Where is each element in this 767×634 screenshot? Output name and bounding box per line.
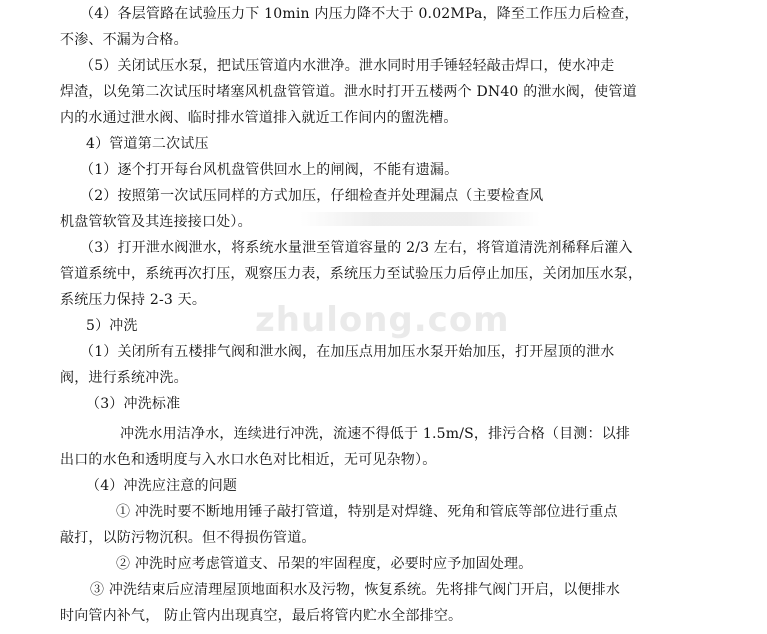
text-line-23: ③ 冲洗结束后应清理屋顶地面积水及污物，恢复系统。先将排气阀门开启，以便排水 xyxy=(90,582,621,598)
subheading-flush-notes: （4）冲洗应注意的问题 xyxy=(86,478,238,494)
text-line-17: 冲洗水用洁净水，连续进行冲洗，流速不得低于 1.5m/S，排污合格（目测：以排 xyxy=(120,426,631,442)
text-line-15: 阀，进行系统冲洗。 xyxy=(60,370,188,386)
faint-watermark-band xyxy=(300,212,540,226)
text-line-1: （4）各层管路在试验压力下 10min 内压力降不大于 0.02MPa，降至工作压力后检查， xyxy=(80,6,639,22)
text-line-20: ① 冲洗时要不断地用锤子敲打管道，特别是对焊缝、死角和管底等部位进行重点 xyxy=(116,504,618,520)
text-line-14: （1）关闭所有五楼排气阀和泄水阀，在加压点用加压水泵开始加压，打开屋顶的泄水 xyxy=(80,344,615,360)
text-line-12: 系统压力保持 2-3 天。 xyxy=(60,292,207,308)
text-line-9: 机盘管软管及其连接接口处）。 xyxy=(60,214,252,230)
text-line-8: （2）按照第一次试压同样的方式加压，仔细检查并处理漏点（主要检查风 xyxy=(80,188,544,204)
text-line-11: 管道系统中，系统再次打压，观察压力表，系统压力至试验压力后停止加压，关闭加压水泵， xyxy=(60,266,643,282)
text-line-18: 出口的水色和透明度与入水口水色对比相近，无可见杂物）。 xyxy=(60,452,437,468)
text-line-5: 内的水通过泄水阀、临时排水管道排入就近工作间内的盥洗槽。 xyxy=(60,110,458,126)
subheading-flush-standard: （3）冲洗标准 xyxy=(86,396,181,412)
text-line-10: （3）打开泄水阀泄水，将系统水量泄至管道容量的 2/3 左右，将管道清洗剂稀释后灌入 xyxy=(80,240,633,256)
text-line-22: ② 冲洗时应考虑管道支、吊架的牢固程度，必要时应予加固处理。 xyxy=(116,556,533,572)
text-line-24: 时向管内补气， 防止管内出现真空，最后将管内贮水全部排空。 xyxy=(60,608,463,624)
watermark: zhulong.com xyxy=(255,300,510,340)
text-line-4: 焊渣，以免第二次试压时堵塞风机盘管管道。泄水时打开五楼两个 DN40 的泄水阀，使管道 xyxy=(60,84,637,100)
text-line-3: （5）关闭试压水泵，把试压管道内水泄净。泄水同时用手锤轻轻敲击焊口，使水冲走 xyxy=(80,58,615,74)
section-heading-4: 4）管道第二次试压 xyxy=(86,136,209,152)
text-line-2: 不渗、不漏为合格。 xyxy=(60,32,188,48)
section-heading-5: 5）冲洗 xyxy=(86,318,138,334)
text-line-21: 敲打，以防污物沉积。但不得损伤管道。 xyxy=(60,530,316,546)
text-line-7: （1）逐个打开每台风机盘管供回水上的闸阀，不能有遗漏。 xyxy=(80,162,459,178)
